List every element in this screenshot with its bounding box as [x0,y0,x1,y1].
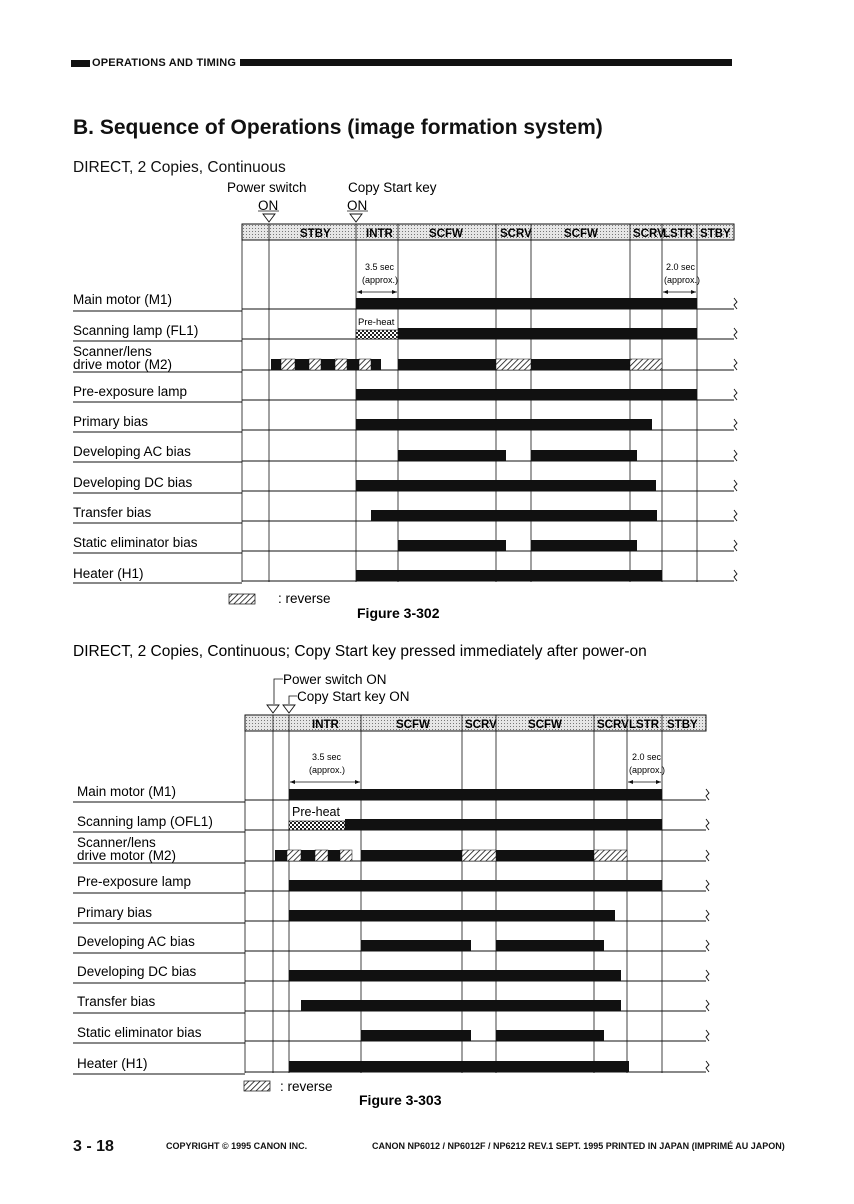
fig302-state-scrv-2: SCRV [633,228,665,240]
fig302-state-intr: INTR [366,228,393,240]
fig302-row-dev-ac: Developing AC bias [73,444,191,459]
fig302-row-scanner-lens: Scanner/lens [73,344,152,359]
fig303-state-scfw-1: SCFW [396,719,430,731]
fig303-state-scrv-1: SCRV [465,719,497,731]
fig302-bar-dev-dc [356,480,656,491]
fig302-state-stby-end: STBY [700,228,731,240]
fig303-bar-heater [289,1061,629,1072]
fig302-state-scfw-1: SCFW [429,228,463,240]
fig303-bar-main-motor [289,789,662,800]
fig302-state-lstr: LSTR [663,228,694,240]
fig302-approx35: (approx.) [362,275,399,285]
fig303-state-scrv-2: SCRV [597,719,629,731]
fig302-copy-start-label: Copy Start key [348,180,437,195]
fig302-figure-label: Figure 3-302 [357,605,440,621]
fig302-preheat-pattern [356,330,398,339]
fig303-legend-hatch-icon [244,1081,270,1091]
fig303-bar-static-1 [361,1030,471,1041]
fig303-bar-pre-exposure [289,880,662,891]
fig303-row-scanning-lamp: Scanning lamp (OFL1) [77,814,213,829]
fig303-bar-static-2 [496,1030,604,1041]
fig302-row-static-elim: Static eliminator bias [73,535,198,550]
copy-on-marker-icon [350,214,362,222]
fig302-power-on-label: ON [258,198,279,213]
fig303-figure-label: Figure 3-303 [359,1092,442,1108]
fig302-bar-primary-bias [356,419,652,430]
fig302-row-transfer: Transfer bias [73,505,152,520]
fig303-sec35: 3.5 sec [312,752,342,762]
fig303-row-dev-dc: Developing DC bias [77,964,197,979]
fig303-preheat-pattern [289,821,345,830]
fig303-bar-transfer [301,1000,621,1011]
fig303-bar-dev-ac-1 [361,940,471,951]
fig303-state-stby: STBY [667,719,698,731]
fig302-bar-pre-exposure [356,389,697,400]
fig302-bar-heater [356,570,662,581]
fig303-power-on-marker-icon [267,705,279,713]
fig303-state-lstr: LSTR [629,719,660,731]
fig302-sec20: 2.0 sec [666,262,696,272]
fig302-bar-transfer [371,510,657,521]
fig302-state-stby: STBY [300,228,331,240]
fig302-power-switch-label: Power switch [227,180,307,195]
fig303-bar-dev-dc [289,970,621,981]
fig303-power-switch-on: Power switch ON [283,672,387,687]
header-title: OPERATIONS AND TIMING [92,57,237,69]
fig302-sec35: 3.5 sec [365,262,395,272]
fig303-row-pre-exposure: Pre-exposure lamp [77,874,192,889]
fig303-sec20: 2.0 sec [632,752,662,762]
fig302-state-scfw-2: SCFW [564,228,598,240]
fig302-row-heater: Heater (H1) [73,566,144,581]
fig303-copy-start-on: Copy Start key ON [297,689,410,704]
fig303-copy-on-marker-icon [283,705,295,713]
fig302-copy-on-label: ON [347,198,368,213]
fig302-state-scrv-1: SCRV [500,228,532,240]
fig302-bar-dev-ac-2 [531,450,637,461]
fig302-bar-dev-ac-1 [398,450,506,461]
fig302-row-drive-motor: drive motor (M2) [73,357,173,372]
fig303-row-scanner-lens: Scanner/lens [77,835,156,850]
fig303-row-primary-bias: Primary bias [77,905,153,920]
fig302-approx20: (approx.) [664,275,701,285]
fig303-state-scfw-2: SCFW [528,719,562,731]
fig302-legend-hatch-icon [229,594,255,604]
fig302-caption: DIRECT, 2 Copies, Continuous [73,159,286,176]
fig303-row-static-elim: Static eliminator bias [77,1025,202,1040]
fig302-preheat-label: Pre-heat [358,317,395,328]
footer-model-info: CANON NP6012 / NP6012F / NP6212 REV.1 SEPT. 1995 PRINTED IN JAPAN (IMPRIMÉ AU JAPON) [372,1141,785,1151]
fig303-caption: DIRECT, 2 Copies, Continuous; Copy Start key pressed immediately after power-on [73,643,647,660]
fig303-approx20: (approx.) [629,765,666,775]
fig303-preheat-label: Pre-heat [292,805,340,819]
footer-copyright: COPYRIGHT © 1995 CANON INC. [166,1141,308,1151]
fig302-bar-main-motor [356,298,697,309]
fig302-row-primary-bias: Primary bias [73,414,149,429]
fig302-bar-static-1 [398,540,506,551]
section-title: B. Sequence of Operations (image formation system) [73,116,603,139]
fig303-row-heater: Heater (H1) [77,1056,148,1071]
fig302-bar-scanning-lamp [398,328,697,339]
fig303-row-transfer: Transfer bias [77,994,156,1009]
fig303-bar-primary-bias [289,910,615,921]
fig302-bar-static-2 [531,540,637,551]
fig303-bar-dev-ac-2 [496,940,604,951]
fig303-row-main-motor: Main motor (M1) [77,784,177,799]
fig303-state-intr: INTR [312,719,339,731]
power-on-marker-icon [263,214,275,222]
fig303-row-dev-ac: Developing AC bias [77,934,195,949]
fig303-row-drive-motor: drive motor (M2) [77,848,177,863]
fig302-row-main-motor: Main motor (M1) [73,292,173,307]
fig303-approx35: (approx.) [309,765,346,775]
fig302-row-dev-dc: Developing DC bias [73,475,193,490]
fig302-legend-text: : reverse [278,591,331,606]
fig302-row-scanning-lamp: Scanning lamp (FL1) [73,323,199,338]
fig303-legend-text: : reverse [280,1079,333,1094]
footer-page-number: 3 - 18 [73,1138,114,1155]
fig302-row-pre-exposure: Pre-exposure lamp [73,384,188,399]
fig303-bar-scanning-lamp [345,819,662,830]
